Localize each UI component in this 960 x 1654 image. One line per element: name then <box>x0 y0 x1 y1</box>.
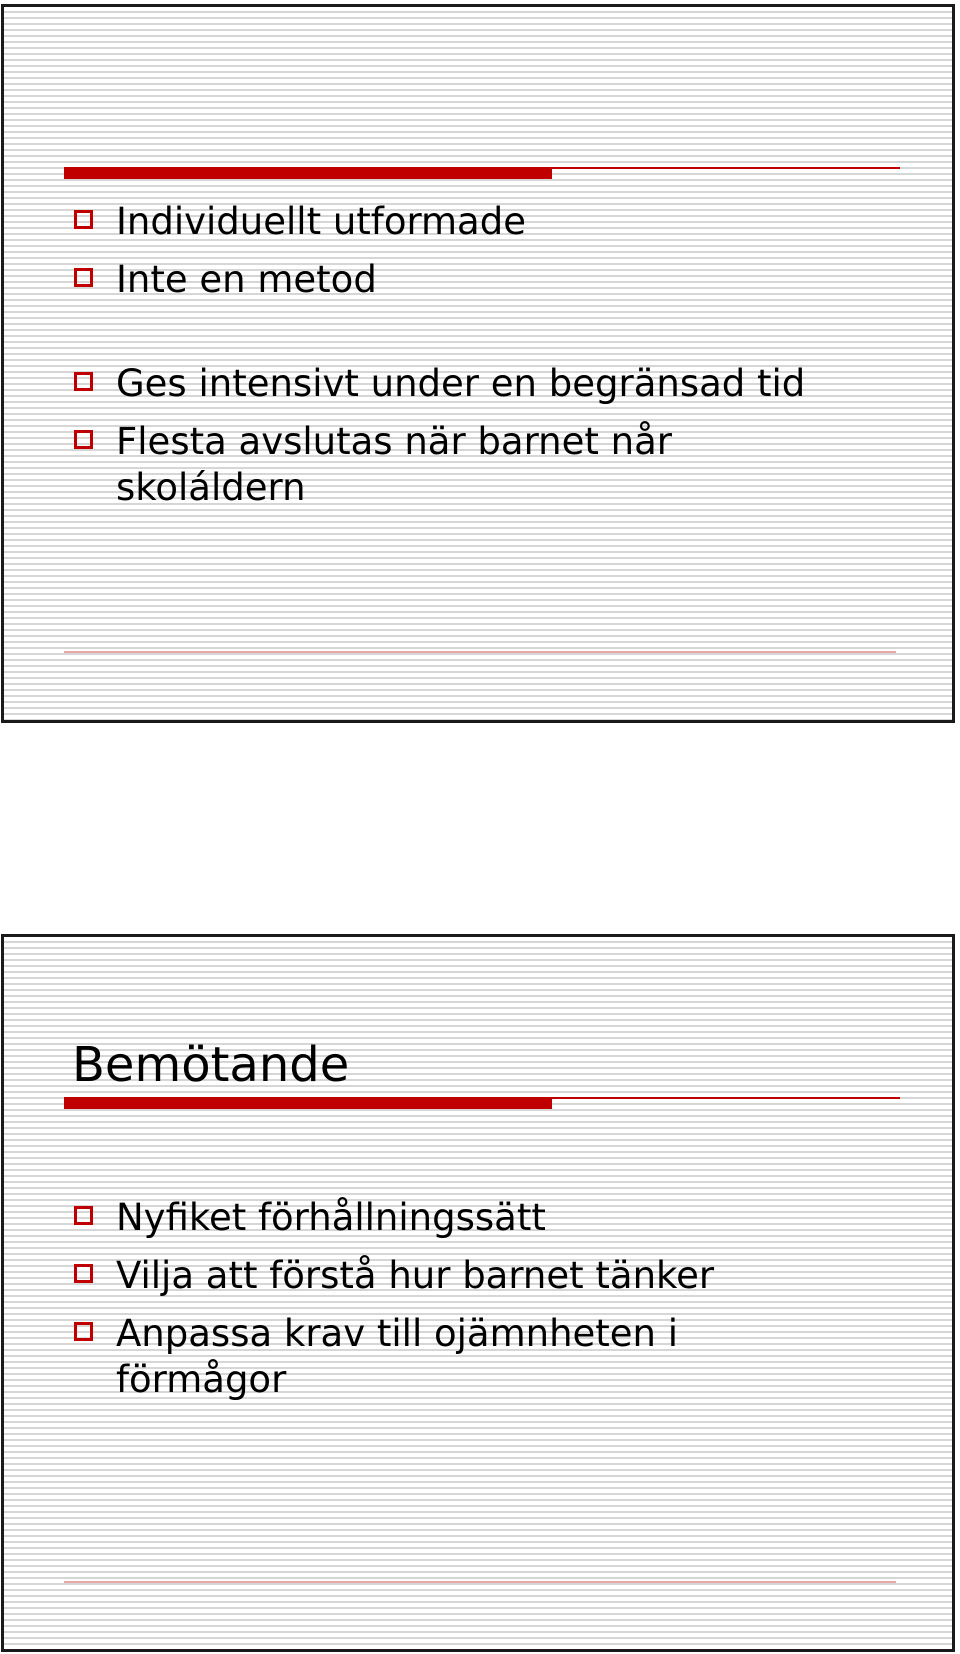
slide-2-bullet-list <box>72 1195 892 1415</box>
slide-1 <box>1 4 955 723</box>
title-underline-thick <box>64 167 552 179</box>
title-underline-thick <box>64 1097 552 1109</box>
bullet-text: Nyfiket förhållningssätt <box>116 1196 546 1239</box>
bullet-item <box>72 419 816 511</box>
bullet-text: Ges intensivt under en begränsad tid <box>116 362 806 405</box>
bullet-item <box>72 361 892 407</box>
bullet-item <box>72 199 892 245</box>
hollow-square-bullet-icon <box>74 430 93 449</box>
hollow-square-bullet-icon <box>74 1206 93 1225</box>
slide-2 <box>1 934 955 1652</box>
bullet-item <box>72 1253 892 1299</box>
slide-1-bullet-list <box>72 199 892 523</box>
bullet-item <box>72 1195 892 1241</box>
hollow-square-bullet-icon <box>74 372 93 391</box>
bullet-text: Vilja att förstå hur barnet tänker <box>116 1254 715 1297</box>
hollow-square-bullet-icon <box>74 210 93 229</box>
footer-rule <box>64 651 896 653</box>
title-underline-thin <box>552 167 900 169</box>
bullet-text: Anpassa krav till ojämnheten i förmågor <box>116 1312 679 1401</box>
hollow-square-bullet-icon <box>74 1264 93 1283</box>
title-underline <box>64 1097 900 1109</box>
slide-title: Bemötande <box>72 1037 350 1093</box>
bullet-text: Individuellt utformade <box>116 200 526 243</box>
bullet-item <box>72 257 892 303</box>
bullet-item <box>72 1311 796 1403</box>
title-underline-thin <box>552 1097 900 1099</box>
bullet-text: Flesta avslutas när barnet når skoláldern <box>116 420 672 509</box>
title-underline <box>64 167 900 179</box>
footer-rule <box>64 1581 896 1583</box>
bullet-text: Inte en metod <box>116 258 377 301</box>
hollow-square-bullet-icon <box>74 1322 93 1341</box>
hollow-square-bullet-icon <box>74 268 93 287</box>
